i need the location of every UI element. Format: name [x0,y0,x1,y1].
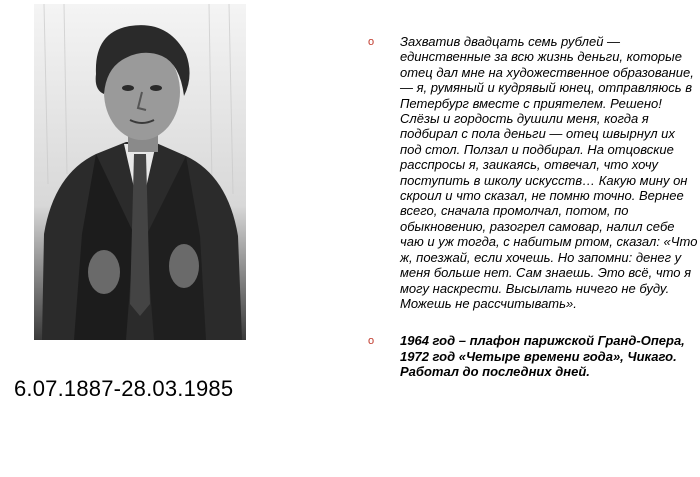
portrait-photo [34,4,246,340]
life-dates: 6.07.1887-28.03.1985 [14,376,234,401]
bullet-marker: o [368,335,375,348]
portrait-icon [34,4,246,340]
list-item [368,333,698,379]
works-summary: 1964 год – плафон парижской Гранд-Опера, 1972 год «Четыре времени года», Чикаго. Работал до последних дней. [400,333,685,380]
bullet-list [368,34,698,380]
list-item [368,34,698,311]
bullet-marker: o [368,36,375,48]
bio-quote: Захватив двадцать семь рублей — единственные за всю жизнь деньги, которые отец дал мне на художественное образование, — я, румяный и кудрявый юнец, отправляюсь в Петербург вместе с приятелем. Решено! Слёзы и гордость душили меня, когда я подбирал с пола деньги — отец швырнул их под стол. Ползал и подбирал. На отцовские расспросы я, заикаясь, отвечал, что хочу поступить в школу искусств… Какую мину он скроил и что сказал, не помню точно. Вернее всего, сначала промолчал, потом, по обыкновению, разогрел самовар, налил себе чаю и уж тогда, с набитым ртом, сказал: «Что ж, поезжай, если хочешь. Но запомни: денег у меня больше нет. Сам знаешь. Это всё, что я могу наскрести. Высылать ничего не буду. Можешь не рассчитывать». [400,34,698,311]
